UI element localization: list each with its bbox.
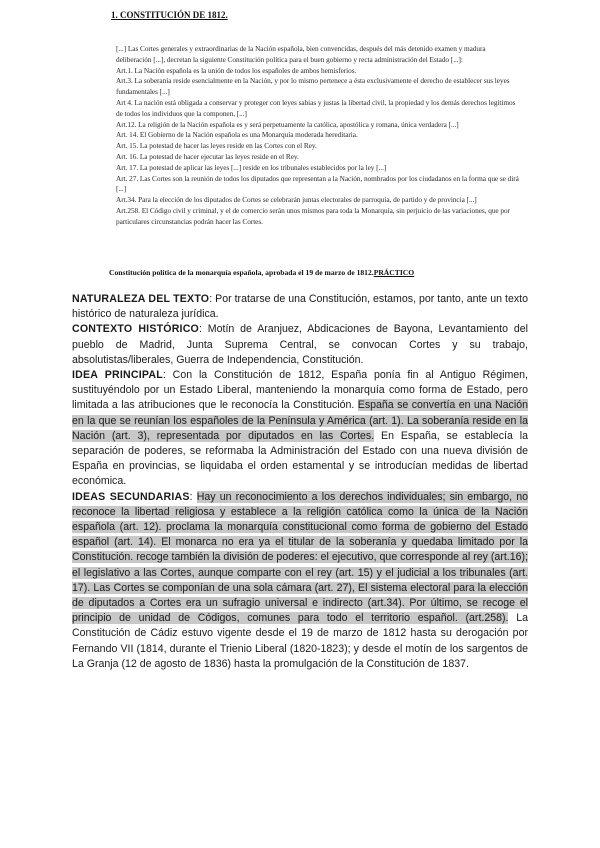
- naturaleza-paragraph: [72, 292, 528, 322]
- ideas-secundarias-highlight: Hay un reconocimiento a los derechos individuales; sin embargo, no reconoce la libertad religiosa y establece a la religión católica como la única de la Nación española (art. 12). proclama la monarquía constitucional como forma de gobierno del Estado español (art. 14). El monarca no era ya el titular de la soberanía y quedaba limitado por la Constitución. recoge también la división de poderes: el ejecutivo, que corresponde al rey (art.16); el legislativo a las Cortes, aunque comparte con el rey (art. 15) y el judicial a los tribunales (art. 17). Las Cortes se componían de una sola cámara (art. 27), El sistema electoral para la elección de diputados a Cortes era un sufragio universal e indirecto (art.34). Por último, se recoge el principio de unidad de Códigos, comunes para todo el territorio español. (art.258).: [72, 490, 529, 625]
- ideas-secundarias-rest: La Constitución de Cádiz estuvo vigente desde el 19 de marzo de 1812 hasta su derogación por Fernando VII (1814, durante el Trienio Liberal (1820-1823); y desde el motín de los sargentos de La Granja (12 de agosto de 1836) hasta la promulgación de la Constitución de 1837.: [72, 612, 528, 670]
- contexto-text: : Motín de Aranjuez, Abdicaciones de Bayona, Levantamiento del pueblo de Madrid, Junta Suprema Central, se convocan Cortes y su trabajo, absolutistas/liberales, Guerra de Independencia, Constitución.: [72, 323, 529, 366]
- contexto-paragraph: [72, 322, 528, 368]
- contexto-label: CONTEXTO HISTÓRICO: [72, 323, 199, 336]
- excerpt-preamble: [...] Las Cortes generales y extraordinarias de la Nación española, bien convencidas, después del más detenido examen y madura deliberación [...], decretan la siguiente Constitución política para el buen gobierno y recta administración del Estado [...]:: [116, 44, 486, 64]
- excerpt-article-1: Art.1. La Nación española es la unión de todos los españoles de ambos hemisferios.: [116, 65, 357, 75]
- naturaleza-text: : Por tratarse de una Constitución, estamos, por tanto, ante un texto histórico de naturaleza jurídica.: [72, 293, 528, 321]
- excerpt-article-15: Art. 15. La potestad de hacer las leyes reside en las Cortes con el Rey.: [116, 141, 317, 151]
- idea-principal-highlight: España se convertía en una Nación en la que se reunían los españoles de la Península y América (art. 1). La soberanía reside en la Nación (art. 3), representada por diputados en las Cortes.: [72, 399, 528, 442]
- excerpt-article-14: Art. 14. El Gobierno de la Nación española es una Monarquía moderada hereditaria.: [116, 130, 358, 140]
- excerpt-article-16: Art. 16. La potestad de hacer ejecutar las leyes reside en el Rey.: [116, 151, 299, 161]
- idea-principal-label: IDEA PRINCIPAL: [72, 369, 163, 382]
- constitution-excerpt: [116, 44, 520, 228]
- excerpt-article-3: Art.3. La soberanía reside esencialmente en la Nación, y por lo mismo pertenece a ésta exclusivamente el derecho de establecer sus leyes fundamentales [...]: [116, 76, 510, 97]
- caption-tag: PRÁCTICO: [373, 268, 415, 277]
- excerpt-article-27: Art. 27. Las Cortes son la reunión de todos los diputados que representan a la Nación, nombrados por los ciudadanos en la forma que se dirá [...]: [116, 173, 519, 194]
- caption-text: Constitución política de la monarquía española, aprobada el 19 de marzo de 1812.: [109, 268, 374, 277]
- idea-principal-paragraph: [72, 368, 528, 490]
- ideas-secundarias-paragraph: [72, 490, 528, 672]
- ideas-secundarias-label: IDEAS SECUNDARIAS: [72, 490, 190, 503]
- idea-principal-rest: En España, se establecía la separación de poderes, se reformaba la Administración del Estado con una nueva división de España en provincias, se liquidaba el orden estamental y se introducían medidas de libertad económica.: [72, 429, 528, 488]
- excerpt-article-12: Art.12. La religión de la Nación española es y será perpetuamente la católica, apostólica y romana, única verdadera [...]: [116, 119, 459, 129]
- ideas-secundarias-colon: :: [189, 490, 197, 503]
- commentary-body: [72, 292, 528, 672]
- excerpt-article-258: Art.258. El Código civil y criminal, y el de comercio serán unos mismos para toda la Monarquía, sin perjuicio de las variaciones, que por particulares circunstancias podrán hacer las Cortes.: [116, 205, 510, 226]
- excerpt-caption: [109, 268, 529, 277]
- section-heading: 1. CONSTITUCIÓN DE 1812.: [111, 10, 228, 20]
- excerpt-article-17: Art. 17. La potestad de aplicar las leyes [...] reside en los tribunales establecidos por la ley [...]: [116, 162, 387, 172]
- naturaleza-label: NATURALEZA DEL TEXTO: [72, 293, 210, 305]
- excerpt-article-34: Art.34. Para la elección de los diputados de Cortes se celebrarán juntas electorales de parroquia, de partido y de provincia [...]: [116, 195, 477, 205]
- idea-principal-text: : Con la Constitución de 1812, España ponía fin al Antiguo Régimen, sustituyéndolo por un Estado Liberal, manteniendo la monarquía como forma de Estado, pero limitada a las atribuciones que le reconocía la Constitución.: [72, 369, 528, 412]
- excerpt-article-4: Art 4. La nación está obligada a conservar y proteger con leyes sabias y justas la libertad civil, la propiedad y los demás derechos legítimos de todos los individuos que la componen, [...]: [116, 97, 516, 118]
